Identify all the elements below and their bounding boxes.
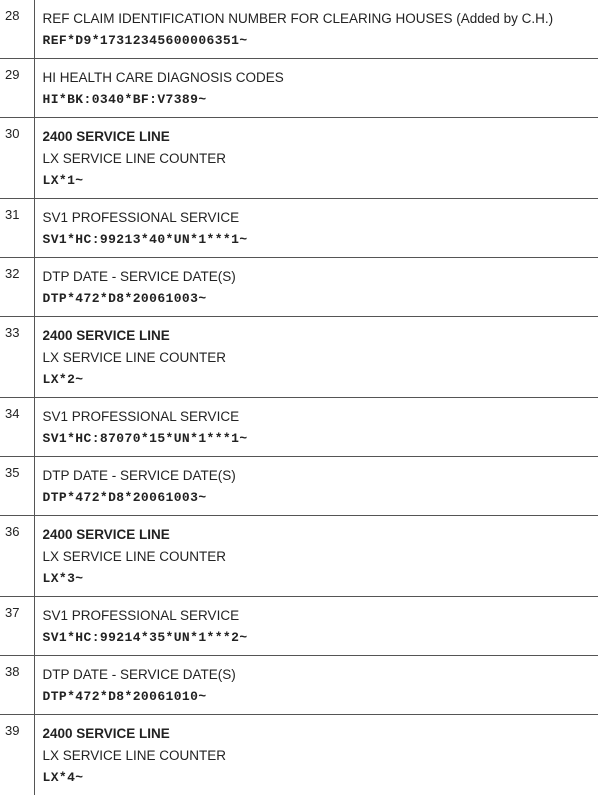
segment-number: 30 [0,118,34,199]
segment-row [0,0,598,59]
segment-content [34,317,598,398]
segment-row [0,258,598,317]
segment-code: SV1*HC:99214*35*UN*1***2~ [43,627,599,649]
segment-row [0,317,598,398]
segment-code: LX*4~ [43,767,599,789]
segment-row [0,199,598,258]
segment-description: SV1 PROFESSIONAL SERVICE [43,605,599,627]
segment-code: SV1*HC:99213*40*UN*1***1~ [43,229,599,251]
segment-number: 35 [0,457,34,516]
segment-code: LX*3~ [43,568,599,590]
segment-row [0,715,598,795]
segment-code: HI*BK:0340*BF:V7389~ [43,89,599,111]
segment-description: LX SERVICE LINE COUNTER [43,546,599,568]
loop-heading: 2400 SERVICE LINE [43,126,599,148]
segment-code: LX*2~ [43,369,599,391]
loop-heading: 2400 SERVICE LINE [43,723,599,745]
loop-heading: 2400 SERVICE LINE [43,325,599,347]
segment-number: 38 [0,656,34,715]
segment-content [34,597,598,656]
segment-code: SV1*HC:87070*15*UN*1***1~ [43,428,599,450]
segment-description: DTP DATE - SERVICE DATE(S) [43,266,599,288]
segment-number: 39 [0,715,34,795]
segment-content [34,258,598,317]
segment-row [0,59,598,118]
segment-row [0,656,598,715]
segment-number: 37 [0,597,34,656]
segment-number: 33 [0,317,34,398]
segment-content [34,457,598,516]
segment-content [34,59,598,118]
segment-row [0,118,598,199]
segment-number: 36 [0,516,34,597]
segment-description: SV1 PROFESSIONAL SERVICE [43,406,599,428]
segment-description: REF CLAIM IDENTIFICATION NUMBER FOR CLEARING HOUSES (Added by C.H.) [43,8,599,30]
segment-content [34,516,598,597]
segment-description: LX SERVICE LINE COUNTER [43,347,599,369]
segment-number: 31 [0,199,34,258]
segment-description: LX SERVICE LINE COUNTER [43,745,599,767]
segment-row [0,597,598,656]
segment-description: HI HEALTH CARE DIAGNOSIS CODES [43,67,599,89]
segment-content [34,0,598,59]
segment-row [0,516,598,597]
segment-content [34,715,598,795]
segment-content [34,199,598,258]
segment-number: 29 [0,59,34,118]
segment-content [34,398,598,457]
segment-description: DTP DATE - SERVICE DATE(S) [43,465,599,487]
segment-number: 28 [0,0,34,59]
segment-code: DTP*472*D8*20061010~ [43,686,599,708]
segment-description: LX SERVICE LINE COUNTER [43,148,599,170]
segment-code: DTP*472*D8*20061003~ [43,288,599,310]
segment-content [34,118,598,199]
segment-row [0,398,598,457]
segment-code: DTP*472*D8*20061003~ [43,487,599,509]
segment-code: LX*1~ [43,170,599,192]
segment-number: 34 [0,398,34,457]
segment-row [0,457,598,516]
segment-description: DTP DATE - SERVICE DATE(S) [43,664,599,686]
loop-heading: 2400 SERVICE LINE [43,524,599,546]
segment-content [34,656,598,715]
segment-code: REF*D9*17312345600006351~ [43,30,599,52]
segment-description: SV1 PROFESSIONAL SERVICE [43,207,599,229]
segment-number: 32 [0,258,34,317]
